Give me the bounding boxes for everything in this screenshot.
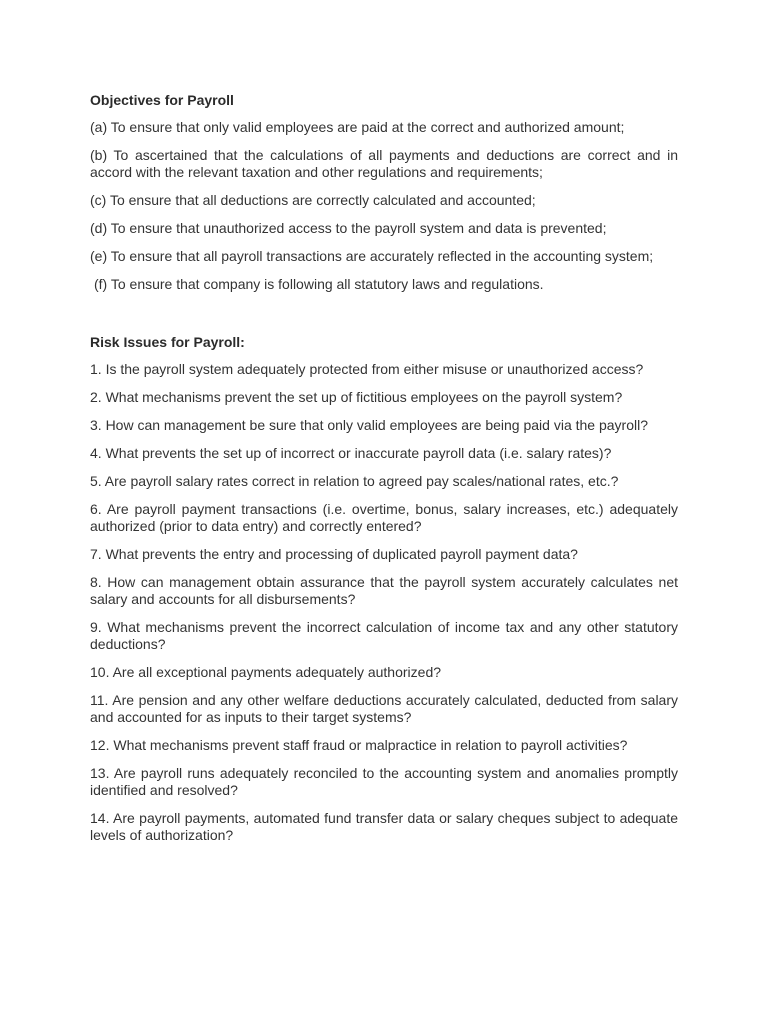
risk-item: 5. Are payroll salary rates correct in relation to agreed pay scales/national rates, etc.? bbox=[90, 473, 619, 489]
risk-item: 12. What mechanisms prevent staff fraud or malpractice in relation to payroll activities? bbox=[90, 737, 628, 753]
risk-item: 1. Is the payroll system adequately protected from either misuse or unauthorized access? bbox=[90, 361, 644, 377]
risk-item: 4. What prevents the set up of incorrect or inaccurate payroll data (i.e. salary rates)? bbox=[90, 445, 612, 461]
risk-item: 2. What mechanisms prevent the set up of fictitious employees on the payroll system? bbox=[90, 389, 623, 405]
objective-item: (e) To ensure that all payroll transactions are accurately reflected in the accounting system; bbox=[90, 248, 654, 264]
objective-item: (f) To ensure that company is following all statutory laws and regulations. bbox=[94, 276, 544, 292]
risk-item: 10. Are all exceptional payments adequately authorized? bbox=[90, 664, 442, 680]
risk-item: 13. Are payroll runs adequately reconciled to the accounting system and anomalies promptly identified and resolved? bbox=[90, 765, 678, 798]
risk-item: 9. What mechanisms prevent the incorrect calculation of income tax and any other statutory deductions? bbox=[90, 619, 678, 652]
objective-item: (b) To ascertained that the calculations of all payments and deductions are correct and in accord with the relevant taxation and other regulations and requirements; bbox=[90, 147, 678, 180]
objective-item: (c) To ensure that all deductions are correctly calculated and accounted; bbox=[90, 192, 536, 208]
risk-issues-heading: Risk Issues for Payroll: bbox=[90, 334, 245, 350]
section-spacer bbox=[90, 304, 678, 334]
objective-item: (d) To ensure that unauthorized access to the payroll system and data is prevented; bbox=[90, 220, 607, 236]
objective-item: (a) To ensure that only valid employees are paid at the correct and authorized amount; bbox=[90, 119, 625, 135]
risk-item: 3. How can management be sure that only valid employees are being paid via the payroll? bbox=[90, 417, 648, 433]
risk-item: 6. Are payroll payment transactions (i.e. overtime, bonus, salary increases, etc.) adequately authorized (prior to data entry) and correctly entered? bbox=[90, 501, 678, 534]
risk-item: 8. How can management obtain assurance that the payroll system accurately calculates net salary and accounts for all disbursements? bbox=[90, 574, 678, 607]
risk-item: 11. Are pension and any other welfare deductions accurately calculated, deducted from salary and accounted for as inputs to their target systems? bbox=[90, 692, 678, 725]
objectives-heading: Objectives for Payroll bbox=[90, 92, 234, 108]
document-content bbox=[90, 92, 678, 855]
risk-item: 14. Are payroll payments, automated fund transfer data or salary cheques subject to adequate levels of authorization? bbox=[90, 810, 678, 843]
risk-item: 7. What prevents the entry and processing of duplicated payroll payment data? bbox=[90, 546, 578, 562]
